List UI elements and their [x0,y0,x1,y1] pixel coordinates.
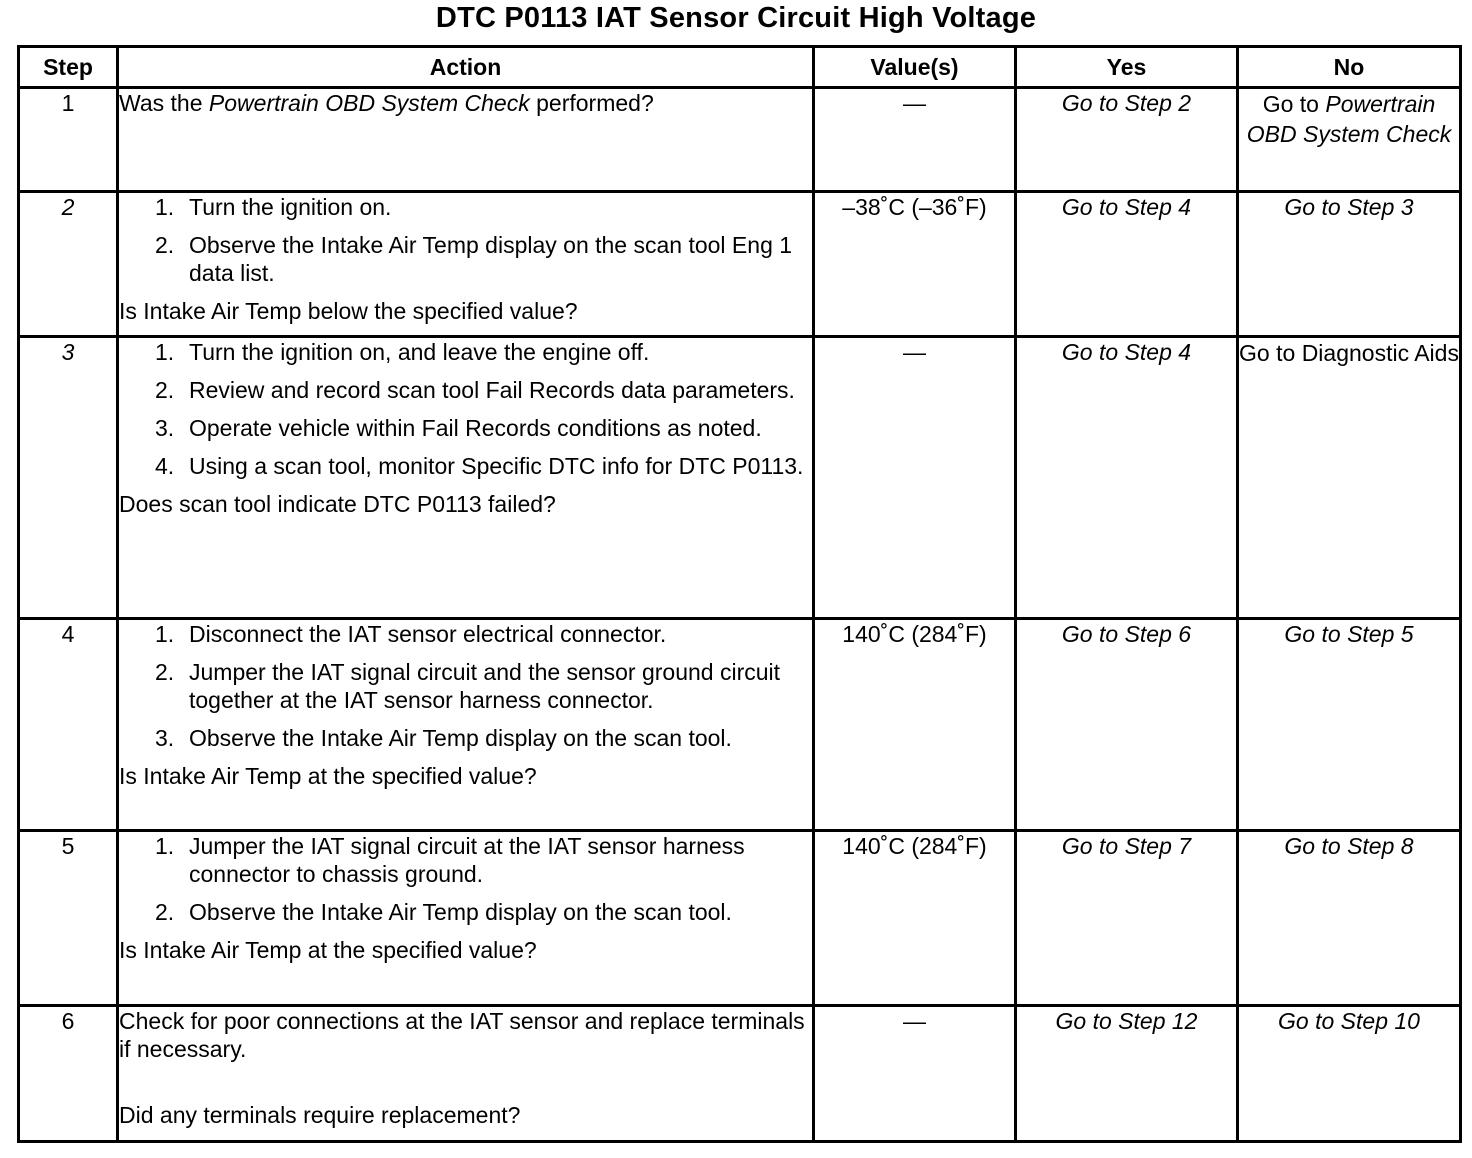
action-steps [119,338,812,480]
yes-cell: Go to Step 4 [1016,192,1238,337]
no-cell: Go to Step 3 [1238,192,1461,337]
value-cell: –38˚C (–36˚F) [814,192,1016,337]
action-cell [118,88,814,192]
header-action: Action [118,47,814,88]
action-cell [118,619,814,831]
value-cell: — [814,337,1016,619]
action-step: 2. Jumper the IAT signal circuit and the sensor ground circuit together at the IAT sensor harness connector. [155,659,781,713]
action-step: 3. Operate vehicle within Fail Records conditions as noted. [155,415,762,441]
no-cell: Go to Step 5 [1238,619,1461,831]
step-number: 6 [19,1006,118,1142]
table-row [19,831,1461,1006]
yes-cell: Go to Step 6 [1016,619,1238,831]
action-cell [118,192,814,337]
value-cell: — [814,1006,1016,1142]
step-number: 4 [19,619,118,831]
table-row [19,619,1461,831]
table-row [19,88,1461,192]
action-question: Is Intake Air Temp below the specified value? [119,298,578,324]
action-step: 2. Observe the Intake Air Temp display on the scan tool. [155,899,732,925]
action-text: performed? [529,90,654,116]
no-cell: Go to Diagnostic Aids [1238,337,1461,619]
header-step: Step [19,47,118,88]
action-step: 2. Observe the Intake Air Temp display on the scan tool Eng 1 data list. [155,232,793,286]
action-steps [119,620,812,752]
action-step: 3. Observe the Intake Air Temp display on the scan tool. [155,725,732,751]
diagnostic-table [17,45,1462,1143]
action-steps [119,832,812,926]
step-number: 3 [19,337,118,619]
action-question: Does scan tool indicate DTC P0113 failed? [119,491,556,517]
action-question: Did any terminals require replacement? [119,1102,521,1128]
table-row [19,337,1461,619]
action-link-text: Powertrain OBD System Check [208,90,530,116]
action-cell [118,831,814,1006]
step-number: 2 [19,192,118,337]
action-text: Check for poor connections at the IAT sensor and replace terminals if necessary. [119,1008,805,1062]
header-row [19,47,1461,88]
action-question: Is Intake Air Temp at the specified value? [119,937,537,963]
action-step: 1. Turn the ignition on, and leave the engine off. [155,339,650,365]
header-yes: Yes [1016,47,1238,88]
document-title: DTC P0113 IAT Sensor Circuit High Voltage [435,2,1037,34]
no-cell [1238,88,1461,192]
header-values: Value(s) [814,47,1016,88]
action-text: Was the [119,90,209,116]
no-text: Go to [1262,91,1319,117]
header-no: No [1238,47,1461,88]
step-number: 5 [19,831,118,1006]
action-cell [118,337,814,619]
no-cell: Go to Step 10 [1238,1006,1461,1142]
action-step: 4. Using a scan tool, monitor Specific DTC info for DTC P0113. [155,453,804,479]
value-cell: 140˚C (284˚F) [814,831,1016,1006]
yes-cell: Go to Step 12 [1016,1006,1238,1142]
action-step: 1. Disconnect the IAT sensor electrical connector. [155,621,667,647]
yes-cell: Go to Step 2 [1016,88,1238,192]
value-cell: 140˚C (284˚F) [814,619,1016,831]
action-step: 1. Turn the ignition on. [155,194,392,220]
action-step: 2. Review and record scan tool Fail Records data parameters. [155,377,795,403]
no-cell: Go to Step 8 [1238,831,1461,1006]
no-link-text: Powertrain OBD System Check [1246,91,1452,147]
value-cell: — [814,88,1016,192]
action-step: 1. Jumper the IAT signal circuit at the IAT sensor harness connector to chassis ground. [155,833,745,887]
action-question: Is Intake Air Temp at the specified value? [119,763,537,789]
table-row [19,192,1461,337]
action-cell [118,1006,814,1142]
yes-cell: Go to Step 4 [1016,337,1238,619]
action-steps [119,193,812,287]
table-row [19,1006,1461,1142]
step-number: 1 [19,88,118,192]
yes-cell: Go to Step 7 [1016,831,1238,1006]
